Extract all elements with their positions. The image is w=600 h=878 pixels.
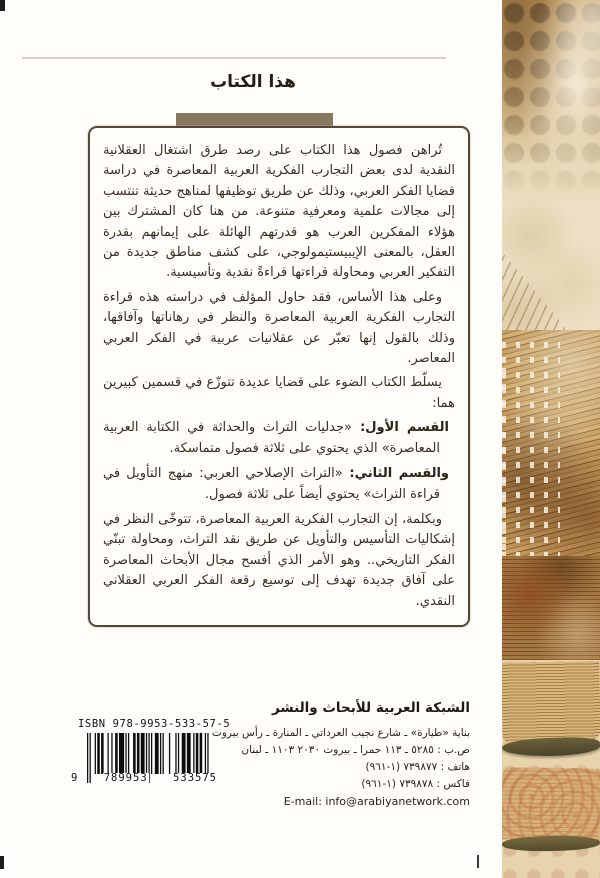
section-lead: والقسم الثاني: [342, 466, 449, 482]
book-fore-edge-art [502, 661, 600, 743]
publisher-address-line: بناية «طيارة» ـ شارع نجيب العرداتي ـ المنارة ـ رأس بيروت [211, 727, 470, 739]
publisher-name: الشبكة العربية للأبحاث والنشر [271, 700, 470, 716]
book-spines-art [502, 556, 600, 668]
paragraph-text: «التراث الإصلاحي العربي: منهج التأويل في قراءة التراث» يحتوي أيضاً على ثلاثة فصول. [103, 466, 440, 502]
publisher-fax: فاكس : ٧٣٩٨٧٨ (١-٩٦١) [361, 778, 470, 790]
title-accent-bar [176, 113, 333, 126]
paragraph-text: وبكلمة، إن التجارب الفكرية العربية المعاصرة، تتوخّى النظر في إشكاليات التأسيس والتأويل عن طريق نقد التراث، ومحاولة تبنّي الفكر التاريخي.. وهو الأمر الذي أفسح مجال الأبحاث المعاصرة على آفاق جديدة تهدف إلى توسيع رقعة الفكر العربي العقلاني النقدي. [103, 511, 455, 609]
publisher-block [170, 700, 470, 810]
paragraph-text: وعلى هذا الأساس، فقد حاول المؤلف في دراسته هذه قراءة التجارب الفكرية العربية المعاصرة والنظر في رهاناتها وآفاقها، وذلك بالقول إنها تعبّر عن عقلانيات عربية في الفكر العربي المعاصر. [103, 289, 455, 367]
publisher-phone: هاتف : ٧٣٩٨٧٧ (١-٩٦١) [365, 761, 470, 773]
paragraph-text: تُراهن فصول هذا الكتاب على رصد طرق اشتغال العقلانية النقدية لدى بعض التجارب الفكرية العربية المعاصرة في دراسة قضايا الفكر العربي، وذلك عن طريق توظيفها لمناهج حديثة تنتسب إلى مجالات علمية ومعرفية متنوعة. من هنا كان المشترك بين هؤلاء المفكرين العرب هو قدرتهم الهائلة على إيمانهم بقدرة العقل، بالمعنى الإيبيستيمولوجي، على كشف مناطق جديدة من التفكير العربي ومحاولة قراءتها قراءةً نقدية وتأسيسية. [103, 143, 455, 281]
polka-dots-top-art [502, 0, 600, 212]
paragraph [103, 510, 455, 612]
isbn-label: ISBN 978-9953-533-57-5 [78, 718, 231, 730]
registration-mark [477, 855, 479, 868]
publisher-address-line: ص.ب : ٥٢٨٥ ـ ١١٣ حمرا ـ بيروت ٢٠٣٠ ١١٠٣ ـ لبنان [241, 744, 470, 756]
barcode-digit-group: 789953 [103, 772, 148, 784]
paragraph [103, 288, 455, 370]
page-title: هذا الكتاب [210, 72, 296, 92]
paragraph-section-one [103, 418, 455, 459]
barcode-digit-lead: 9 [71, 772, 79, 784]
book-fore-edge-art [502, 767, 600, 840]
barcode-digit-group: 533575 [173, 772, 217, 784]
section-lead: القسم الأول: [351, 420, 449, 436]
cover-art-strip [502, 0, 600, 878]
punch-marks-art [502, 360, 514, 550]
paragraph-text: «جدليات التراث والحداثة في الكتابة العربية المعاصرة» الذي يحتوي على ثلاثة فصول متماسكة. [103, 420, 440, 456]
registration-mark [0, 0, 5, 11]
paragraph-text: يسلّط الكتاب الضوء على قضايا عديدة تتوزّع في قسمين كبيرين هما: [103, 375, 455, 411]
paragraph [103, 373, 455, 414]
paragraph [103, 141, 455, 284]
marble-texture-art [502, 200, 600, 340]
registration-mark [0, 856, 4, 869]
publisher-email: E-mail: info@arabiyanetwork.com [283, 795, 470, 808]
synopsis-text [90, 128, 468, 626]
synopsis-box [88, 126, 470, 627]
top-rule [22, 57, 446, 59]
paragraph-section-two [103, 464, 455, 505]
